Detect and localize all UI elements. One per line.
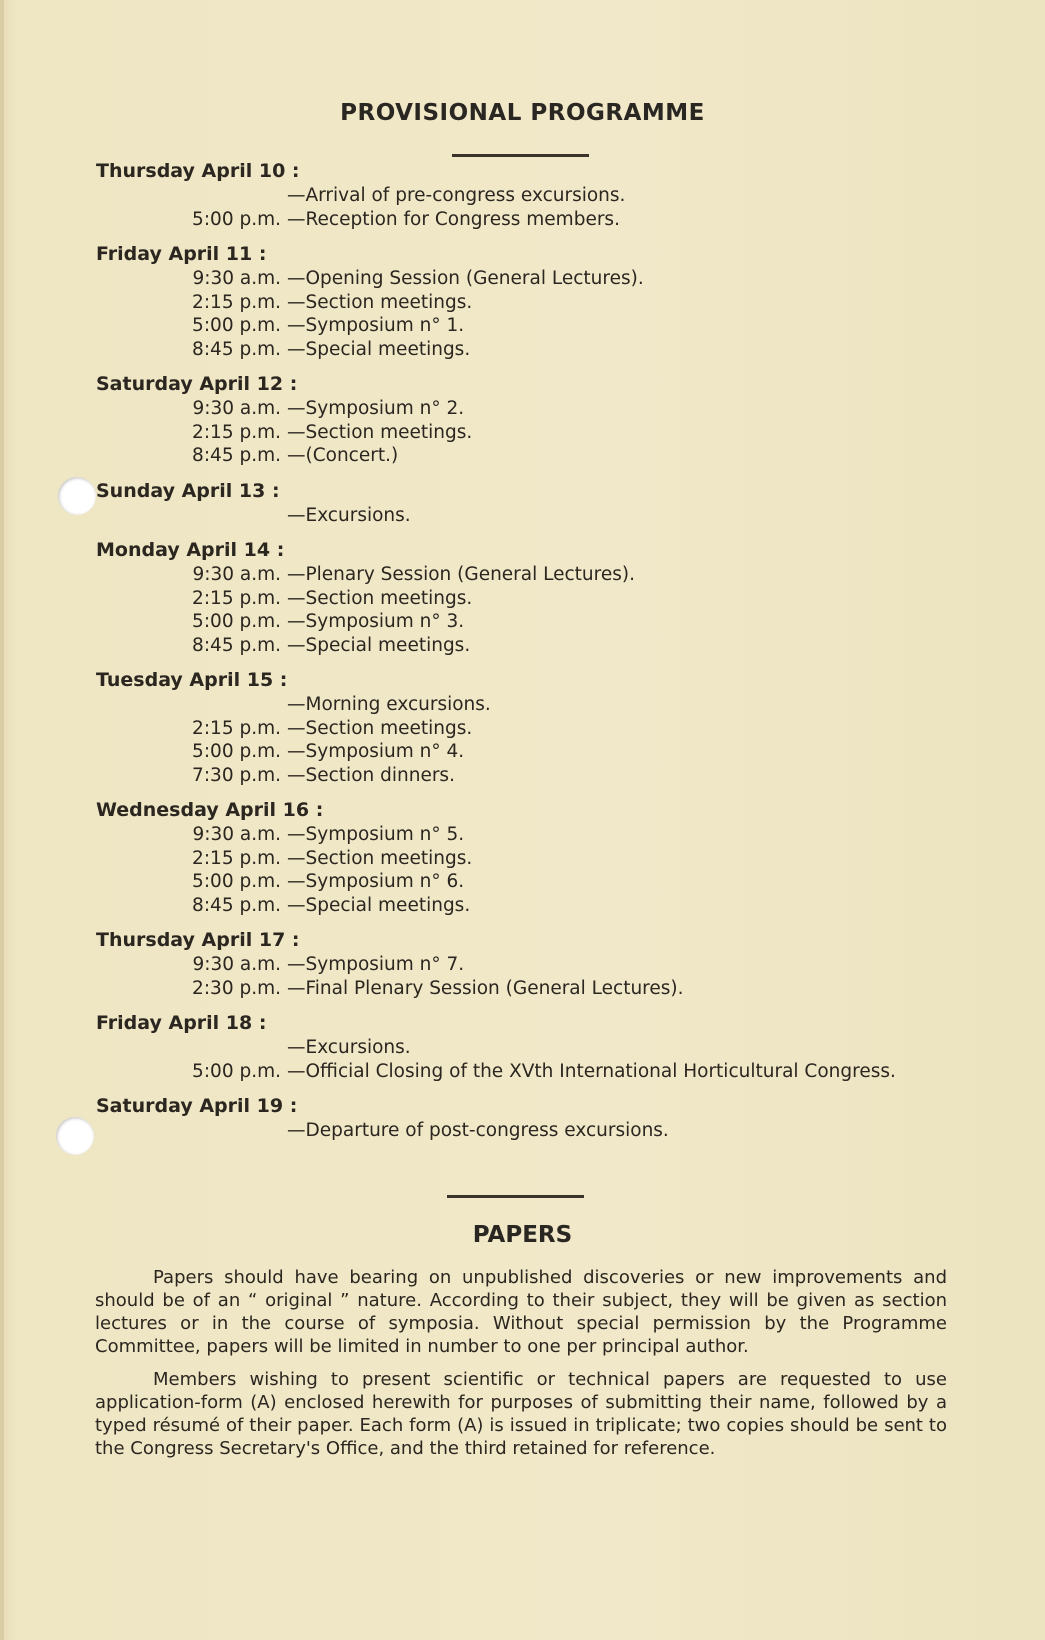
- day-label: Friday April 11 :: [96, 243, 267, 265]
- entry-time: 2:15 p.m.: [192, 847, 281, 869]
- entry-time: 7:30 p.m.: [192, 764, 281, 786]
- papers-section: [95, 1266, 947, 1470]
- day-label: Friday April 18 :: [96, 1012, 267, 1034]
- schedule-day: [96, 158, 956, 231]
- punch-hole: [58, 477, 96, 515]
- day-label: Saturday April 19 :: [96, 1095, 298, 1117]
- entry-time: 2:30 p.m.: [192, 977, 281, 999]
- schedule-entry: [96, 504, 956, 528]
- schedule-entry: [96, 634, 956, 658]
- entry-time: 5:00 p.m.: [192, 208, 281, 230]
- day-label: Wednesday April 16 :: [96, 799, 324, 821]
- schedule-entry: [96, 267, 956, 291]
- entry-time: 8:45 p.m.: [192, 445, 281, 466]
- entry-description: —Departure of post-congress excursions.: [287, 1120, 669, 1141]
- punch-hole: [56, 1117, 94, 1155]
- papers-paragraph: Papers should have bearing on unpublished discoveries or new improvements and should be of an “ original ” nature. According to their subject, they will be given as section lectures or in the course of symposia. Without special permission by the Programme Committee, papers will be limited in number to one per principal author.: [95, 1267, 947, 1357]
- entry-time: 9:30 a.m.: [192, 398, 281, 419]
- day-label: Saturday April 12 :: [96, 373, 298, 395]
- entry-time: [96, 504, 287, 528]
- divider: [447, 1195, 584, 1198]
- schedule-entry: [96, 823, 956, 847]
- schedule-entry: [96, 847, 956, 871]
- entry-time: 8:45 p.m.: [192, 634, 281, 656]
- entry-description: —Section meetings.: [287, 421, 473, 443]
- schedule-entry: [96, 397, 956, 421]
- entry-time: 5:00 p.m.: [192, 611, 281, 632]
- schedule-entry: [96, 1119, 956, 1143]
- schedule-entry: [96, 1036, 956, 1060]
- day-label: Thursday April 10 :: [96, 160, 300, 182]
- entry-description: —Opening Session (General Lectures).: [287, 268, 644, 289]
- entry-time: 9:30 a.m.: [192, 564, 281, 585]
- schedule-entry: [96, 894, 956, 918]
- papers-title: PAPERS: [472, 1222, 573, 1248]
- entry-description: —Special meetings.: [287, 338, 471, 360]
- schedule-entry: [96, 610, 956, 634]
- entry-time: 9:30 a.m.: [192, 954, 281, 975]
- schedule-day: [96, 797, 956, 917]
- entry-description: —Symposium n° 7.: [287, 954, 465, 975]
- day-label: Sunday April 13 :: [96, 479, 280, 502]
- entry-description: —Morning excursions.: [287, 694, 491, 715]
- schedule-entry: [96, 587, 956, 611]
- entry-time: [96, 184, 287, 208]
- entry-time: 2:15 p.m.: [192, 291, 281, 313]
- schedule-day: [96, 241, 956, 361]
- page-edge: [0, 0, 4, 1640]
- schedule-entry: [96, 421, 956, 445]
- schedule-day: [96, 667, 956, 787]
- entry-description: —Symposium n° 2.: [287, 398, 465, 419]
- day-label: Tuesday April 15 :: [96, 669, 288, 691]
- entry-time: 8:45 p.m.: [192, 338, 281, 360]
- entry-description: —Section meetings.: [287, 717, 473, 739]
- entry-time: 5:00 p.m.: [192, 741, 281, 762]
- schedule-entry: [96, 870, 956, 894]
- entry-description: —Symposium n° 5.: [287, 824, 465, 845]
- entry-description: —Symposium n° 4.: [287, 741, 465, 762]
- schedule-day: [96, 1010, 956, 1083]
- entry-time: [96, 1119, 287, 1143]
- entry-time: 9:30 a.m.: [192, 824, 281, 845]
- entry-description: —Special meetings.: [287, 634, 471, 656]
- entry-description: —Section meetings.: [287, 847, 473, 869]
- entry-time: 8:45 p.m.: [192, 894, 281, 916]
- schedule-entry: [96, 184, 956, 208]
- entry-time: 2:15 p.m.: [192, 717, 281, 739]
- schedule-entry: [96, 291, 956, 315]
- schedule-entry: [96, 953, 956, 977]
- schedule-entry: [96, 1060, 956, 1084]
- entry-description: —Reception for Congress members.: [287, 208, 620, 230]
- schedule-entry: [96, 314, 956, 338]
- schedule-entry: [96, 977, 956, 1001]
- schedule-entry: [96, 563, 956, 587]
- entry-time: [96, 693, 287, 717]
- entry-time: [96, 1036, 287, 1060]
- entry-description: —(Concert.): [287, 445, 399, 466]
- entry-description: —Excursions.: [287, 504, 411, 526]
- entry-description: —Final Plenary Session (General Lectures).: [287, 977, 684, 999]
- entry-description: —Section meetings.: [287, 587, 473, 609]
- entry-description: —Symposium n° 1.: [287, 315, 465, 336]
- entry-time: 2:15 p.m.: [192, 421, 281, 443]
- entry-time: 5:00 p.m.: [192, 1060, 281, 1082]
- entry-description: —Section meetings.: [287, 291, 473, 313]
- day-label: Monday April 14 :: [96, 539, 285, 561]
- entry-description: —Symposium n° 6.: [287, 871, 465, 892]
- entry-description: —Symposium n° 3.: [287, 611, 465, 632]
- schedule-entry: [96, 338, 956, 362]
- schedule-day: [96, 371, 956, 468]
- schedule-day: [96, 927, 956, 1000]
- entry-time: 5:00 p.m.: [192, 315, 281, 336]
- schedule-day: [96, 478, 956, 528]
- day-label: Thursday April 17 :: [96, 929, 300, 951]
- papers-paragraph: Members wishing to present scientific or technical papers are requested to use application-form (A) enclosed herewith for purposes of submitting their name, followed by a typed résumé of their paper. Each form (A) is issued in triplicate; two copies should be sent to the Congress Secretary's Office, and the third retained for reference.: [95, 1369, 947, 1459]
- divider: [452, 154, 589, 157]
- entry-description: —Excursions.: [287, 1037, 411, 1058]
- page-title: PROVISIONAL PROGRAMME: [340, 100, 705, 126]
- entry-description: —Plenary Session (General Lectures).: [287, 564, 635, 585]
- schedule-entry: [96, 693, 956, 717]
- programme-schedule: [96, 158, 956, 1153]
- schedule-entry: [96, 740, 956, 764]
- schedule-day: [96, 537, 956, 657]
- entry-description: —Section dinners.: [287, 764, 455, 786]
- schedule-entry: [96, 764, 956, 788]
- entry-description: —Special meetings.: [287, 894, 471, 916]
- schedule-entry: [96, 717, 956, 741]
- schedule-entry: [96, 208, 956, 232]
- entry-time: 5:00 p.m.: [192, 871, 281, 892]
- entry-description: —Official Closing of the XVth International Horticultural Congress.: [287, 1060, 896, 1082]
- entry-time: 2:15 p.m.: [192, 587, 281, 609]
- entry-time: 9:30 a.m.: [192, 268, 281, 289]
- schedule-day: [96, 1093, 956, 1143]
- entry-description: —Arrival of pre-congress excursions.: [287, 185, 626, 206]
- schedule-entry: [96, 444, 956, 468]
